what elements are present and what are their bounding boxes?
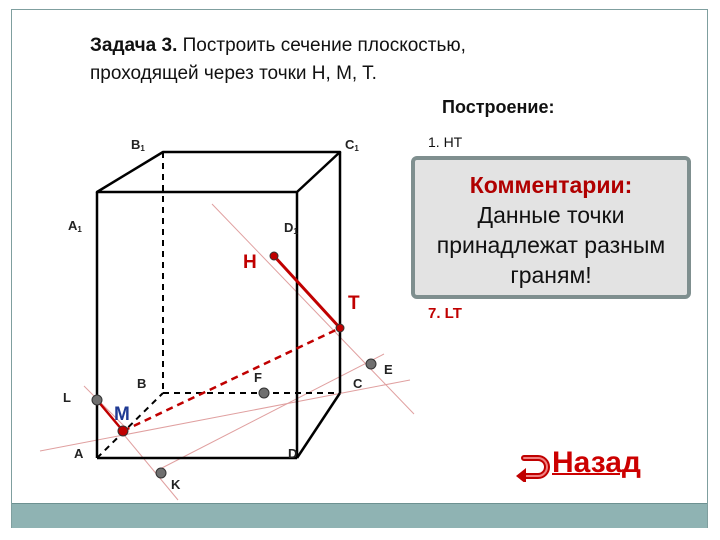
- back-button-label[interactable]: Назад: [552, 446, 641, 479]
- point-label-k: K: [171, 477, 181, 492]
- u-turn-arrow-icon: [514, 452, 550, 482]
- construction-step-1: 1. НТ: [428, 134, 463, 150]
- vertex-label-b: B: [137, 376, 147, 391]
- point-label-l: L: [63, 390, 71, 405]
- comment-box: [411, 156, 691, 299]
- top-face: [97, 152, 340, 192]
- point-h: [270, 252, 278, 260]
- point-e: [366, 359, 376, 369]
- vertex-label-b1: B1: [131, 137, 145, 153]
- vertex-label-c1: C1: [345, 137, 359, 153]
- vertex-label-d1: D1: [284, 220, 298, 236]
- aux-line-k-down: [120, 430, 178, 500]
- point-label-h: H: [243, 252, 257, 273]
- section-line-mt: [123, 328, 340, 431]
- comment-title: Комментарии:: [469, 172, 633, 198]
- point-label-t: T: [348, 293, 360, 314]
- aux-line-ke: [158, 354, 384, 470]
- edge-dc: [297, 393, 340, 458]
- point-t: [336, 324, 344, 332]
- aux-line-through-t: [212, 204, 414, 414]
- vertex-label-a: A: [74, 446, 84, 461]
- construction-step-7: 7. LT: [428, 305, 462, 322]
- point-label-f: F: [254, 370, 262, 385]
- vertex-label-a1: A1: [68, 218, 82, 234]
- task-text-line2: проходящей через точки H, M, T.: [90, 63, 377, 84]
- task-text-line1: Построить сечение плоскостью,: [177, 35, 466, 56]
- construction-heading: Построение:: [442, 97, 555, 117]
- back-button[interactable]: [514, 446, 674, 488]
- point-m: [118, 426, 128, 436]
- vertex-label-d: D: [288, 446, 298, 461]
- point-k: [156, 468, 166, 478]
- task-number: Задача 3.: [90, 35, 178, 56]
- vertex-label-c: C: [353, 376, 363, 391]
- point-l: [92, 395, 102, 405]
- point-label-e: E: [384, 362, 393, 377]
- point-label-m: M: [114, 404, 130, 425]
- edge-ab-hidden: [97, 393, 163, 458]
- comment-text: Данные точки принадлежат разным граням!: [436, 202, 666, 288]
- section-line-ht: [274, 256, 340, 328]
- point-f: [259, 388, 269, 398]
